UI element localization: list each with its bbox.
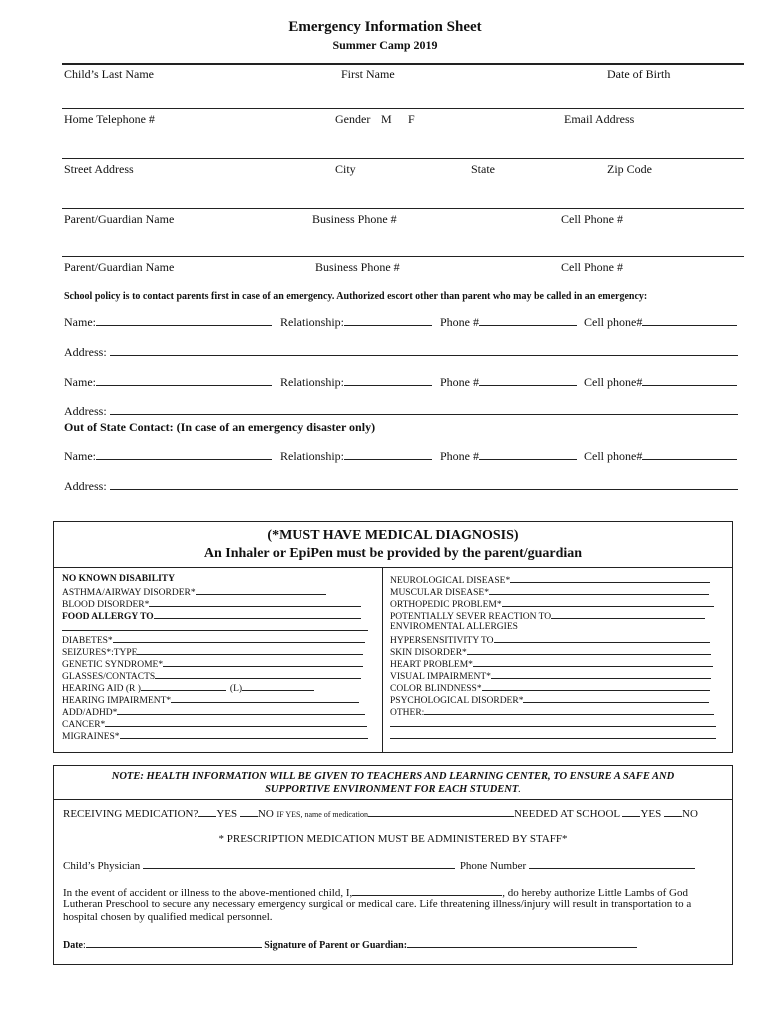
muscular-field[interactable] (489, 585, 709, 595)
page-title: Emergency Information Sheet (288, 19, 482, 35)
severe-reaction-label: POTENTIALLY SEVER REACTION TO (390, 612, 552, 622)
genetic-syndrome-field[interactable] (163, 657, 363, 667)
needed-no-label: NO (682, 808, 698, 820)
contact-cell-label: Cell phone# (584, 449, 643, 463)
receiving-medication-label: RECEIVING MEDICATION? (63, 808, 199, 820)
contact-address-row-3 (64, 479, 738, 494)
hearing-aid-left-label: (L) (229, 684, 243, 694)
contact-name-label: Name: (64, 375, 96, 389)
physician-label: Child’s Physician (63, 860, 141, 872)
state-label: State (471, 162, 495, 176)
authorization-text-b: , do hereby authorize Little Lambs of God (502, 887, 688, 899)
migraines-row (62, 729, 368, 743)
address-line[interactable] (62, 208, 744, 209)
needed-at-school-label: NEEDED AT SCHOOL (513, 808, 620, 820)
contact-relationship-field[interactable] (344, 449, 432, 460)
add-adhd-label: ADD/ADHD* (62, 708, 118, 718)
phone-email-line[interactable] (62, 158, 744, 159)
blood-disorder-label: BLOOD DISORDER* (62, 600, 150, 610)
seizures-field[interactable] (137, 645, 363, 655)
neurological-label: NEUROLOGICAL DISEASE* (390, 576, 511, 586)
glasses-label: GLASSES/CONTACTS (62, 672, 156, 682)
physician-row (63, 858, 695, 872)
gender-label: Gender (335, 112, 371, 126)
contact-row-2 (64, 375, 737, 390)
cancer-label: CANCER* (62, 720, 106, 730)
contact-cell-label: Cell phone# (584, 375, 643, 389)
asthma-field[interactable] (196, 585, 326, 595)
receiving-medication-row (63, 806, 698, 820)
contact-address-field[interactable] (110, 404, 738, 415)
physician-phone-field[interactable] (529, 858, 695, 869)
health-note-line-2 (53, 784, 733, 795)
home-telephone-label: Home Telephone # (64, 112, 155, 126)
other-field-3[interactable] (390, 729, 716, 739)
contact-relationship-label: Relationship: (280, 315, 344, 329)
medical-subheading: An Inhaler or EpiPen must be provided by the parent/guardian (203, 546, 583, 561)
contact-relationship-field[interactable] (344, 375, 432, 386)
add-adhd-field[interactable] (117, 705, 365, 715)
emergency-policy-text: School policy is to contact parents first in case of an emergency. Authorized escort other than parent who may be called in an emergency: (64, 291, 648, 302)
asthma-label: ASTHMA/AIRWAY DISORDER* (62, 588, 196, 598)
psychological-field[interactable] (523, 693, 709, 703)
contact-cell-field[interactable] (642, 315, 737, 326)
medical-divider (53, 567, 733, 568)
neurological-field[interactable] (510, 573, 710, 583)
contact-phone-field[interactable] (479, 315, 577, 326)
hearing-impairment-label: HEARING IMPAIRMENT* (62, 696, 172, 706)
cancer-field[interactable] (105, 717, 367, 727)
contact-address-field[interactable] (110, 345, 738, 356)
hypersensitivity-label: HYPERSENSITIVITY TO (390, 636, 494, 646)
orthopedic-label: ORTHOPEDIC PROBLEM* (390, 600, 502, 610)
contact-cell-field[interactable] (642, 449, 737, 460)
medical-column-divider (382, 567, 383, 753)
header-divider (62, 63, 744, 65)
color-blindness-field[interactable] (482, 681, 710, 691)
physician-field[interactable] (143, 858, 455, 869)
skin-disorder-field[interactable] (467, 645, 711, 655)
severe-reaction-field[interactable] (551, 609, 705, 619)
muscular-label: MUSCULAR DISEASE* (390, 588, 489, 598)
hearing-impairment-field[interactable] (171, 693, 359, 703)
other-field[interactable] (424, 705, 714, 715)
food-allergy-label: FOOD ALLERGY TO (62, 612, 154, 622)
email-address-label: Email Address (564, 112, 635, 126)
glasses-field[interactable] (155, 669, 361, 679)
contact-row-3 (64, 449, 737, 464)
contact-phone-field[interactable] (479, 449, 577, 460)
contact-address-label: Address: (64, 345, 107, 359)
genetic-syndrome-label: GENETIC SYNDROME* (62, 660, 164, 670)
zip-code-label: Zip Code (607, 162, 652, 176)
other-continued-row-2 (390, 729, 716, 743)
guardian-line-1[interactable] (62, 256, 744, 257)
child-info-line[interactable] (62, 108, 744, 109)
needed-no-field[interactable] (664, 806, 682, 817)
contact-address-label: Address: (64, 479, 107, 493)
contact-cell-label: Cell phone# (584, 315, 643, 329)
heart-problem-field[interactable] (473, 657, 713, 667)
contact-relationship-label: Relationship: (280, 449, 344, 463)
signature-field[interactable] (407, 937, 637, 948)
contact-name-label: Name: (64, 449, 96, 463)
cell-phone-label-2: Cell Phone # (561, 260, 623, 274)
migraines-field[interactable] (120, 729, 368, 739)
medical-heading: (*MUST HAVE MEDICAL DIAGNOSIS) (267, 528, 519, 543)
hearing-aid-left-field[interactable] (242, 681, 314, 691)
other-label: OTHER: (390, 708, 425, 718)
signature-row (63, 937, 637, 951)
contact-address-field[interactable] (110, 479, 738, 490)
gender-f-option[interactable]: F (408, 112, 415, 126)
receiving-yes-label: YES (216, 808, 238, 820)
no-known-disability-option[interactable]: NO KNOWN DISABILITY (62, 574, 175, 584)
needed-yes-field[interactable] (622, 806, 640, 817)
contact-address-label: Address: (64, 404, 107, 418)
contact-phone-label: Phone # (440, 375, 479, 389)
physician-phone-label: Phone Number (459, 860, 527, 872)
date-field[interactable] (86, 937, 262, 948)
authorization-line-2: Lutheran Preschool to secure any necessary emergency surgical or medical care. Life threatening illness/injury will result in transportation to a (63, 898, 692, 910)
contact-phone-label: Phone # (440, 315, 479, 329)
hypersensitivity-field[interactable] (494, 633, 710, 643)
diabetes-label: DIABETES* (62, 636, 113, 646)
receiving-no-field[interactable] (240, 806, 258, 817)
contact-phone-label: Phone # (440, 449, 479, 463)
health-note-divider (53, 799, 733, 800)
orthopedic-field[interactable] (502, 597, 714, 607)
contact-cell-field[interactable] (642, 375, 737, 386)
health-note-text: SUPPORTIVE ENVIRONMENT FOR EACH STUDENT (265, 784, 519, 795)
prescription-notice: * PRESCRIPTION MEDICATION MUST BE ADMINISTERED BY STAFF* (218, 833, 568, 845)
contact-name-field[interactable] (96, 449, 272, 460)
date-colon: : (83, 940, 86, 951)
contact-row-1 (64, 315, 737, 330)
authorization-text-a: In the event of accident or illness to the above-mentioned child, I, (63, 887, 353, 899)
authorization-line-1 (63, 885, 688, 899)
signature-label: Signature of Parent or Guardian: (264, 940, 408, 951)
street-address-label: Street Address (64, 162, 134, 176)
contact-address-row-1 (64, 345, 738, 360)
city-label: City (335, 162, 356, 176)
contact-name-label: Name: (64, 315, 96, 329)
environmental-allergies-row (390, 621, 518, 633)
receiving-no-label: NO (257, 808, 274, 820)
visual-impairment-label: VISUAL IMPAIRMENT* (390, 672, 491, 682)
contact-phone-field[interactable] (479, 375, 577, 386)
food-allergy-field[interactable] (154, 609, 361, 619)
psychological-label: PSYCHOLOGICAL DISORDER* (390, 696, 524, 706)
child-last-name-label: Child’s Last Name (64, 67, 154, 81)
medication-name-label: IF YES, name of medication (276, 810, 368, 819)
page-subtitle: Summer Camp 2019 (332, 38, 438, 52)
diabetes-field[interactable] (113, 633, 365, 643)
migraines-label: MIGRAINES* (62, 732, 120, 742)
health-note-period: . (518, 784, 521, 795)
needed-yes-label: YES (640, 808, 662, 820)
guardian-name-field[interactable] (352, 885, 502, 896)
hearing-aid-label: HEARING AID (R ) (62, 684, 141, 694)
receiving-yes-field[interactable] (198, 806, 216, 817)
blood-disorder-field[interactable] (149, 597, 361, 607)
business-phone-label-2: Business Phone # (315, 260, 400, 274)
contact-name-field[interactable] (96, 375, 272, 386)
date-of-birth-label: Date of Birth (607, 67, 671, 81)
color-blindness-label: COLOR BLINDNESS* (390, 684, 482, 694)
out-of-state-heading: Out of State Contact: (In case of an emergency disaster only) (64, 420, 376, 434)
business-phone-label-1: Business Phone # (312, 212, 397, 226)
other-field-2[interactable] (390, 717, 716, 727)
health-note-line-1: NOTE: HEALTH INFORMATION WILL BE GIVEN TO TEACHERS AND LEARNING CENTER, TO ENSURE A SAFE AND (111, 771, 675, 782)
visual-impairment-field[interactable] (491, 669, 711, 679)
medication-name-field[interactable] (368, 806, 514, 817)
seizures-label: SEIZURES*:TYPE (62, 648, 138, 658)
date-label: Date (63, 940, 83, 951)
skin-disorder-label: SKIN DISORDER* (390, 648, 467, 658)
contact-relationship-field[interactable] (344, 315, 432, 326)
gender-m-option[interactable]: M (381, 112, 392, 126)
guardian-name-label-1: Parent/Guardian Name (64, 212, 175, 226)
first-name-label: First Name (341, 67, 395, 81)
cell-phone-label-1: Cell Phone # (561, 212, 623, 226)
environmental-allergies-label: ENVIROMENTAL ALLERGIES (390, 622, 518, 632)
authorization-line-3: hospital chosen by qualified medical personnel. (63, 911, 273, 923)
contact-name-field[interactable] (96, 315, 272, 326)
heart-problem-label: HEART PROBLEM* (390, 660, 473, 670)
hearing-aid-right-field[interactable] (141, 681, 226, 691)
guardian-name-label-2: Parent/Guardian Name (64, 260, 175, 274)
contact-relationship-label: Relationship: (280, 375, 344, 389)
food-allergy-field-2[interactable] (62, 621, 368, 631)
contact-address-row-2 (64, 404, 738, 419)
